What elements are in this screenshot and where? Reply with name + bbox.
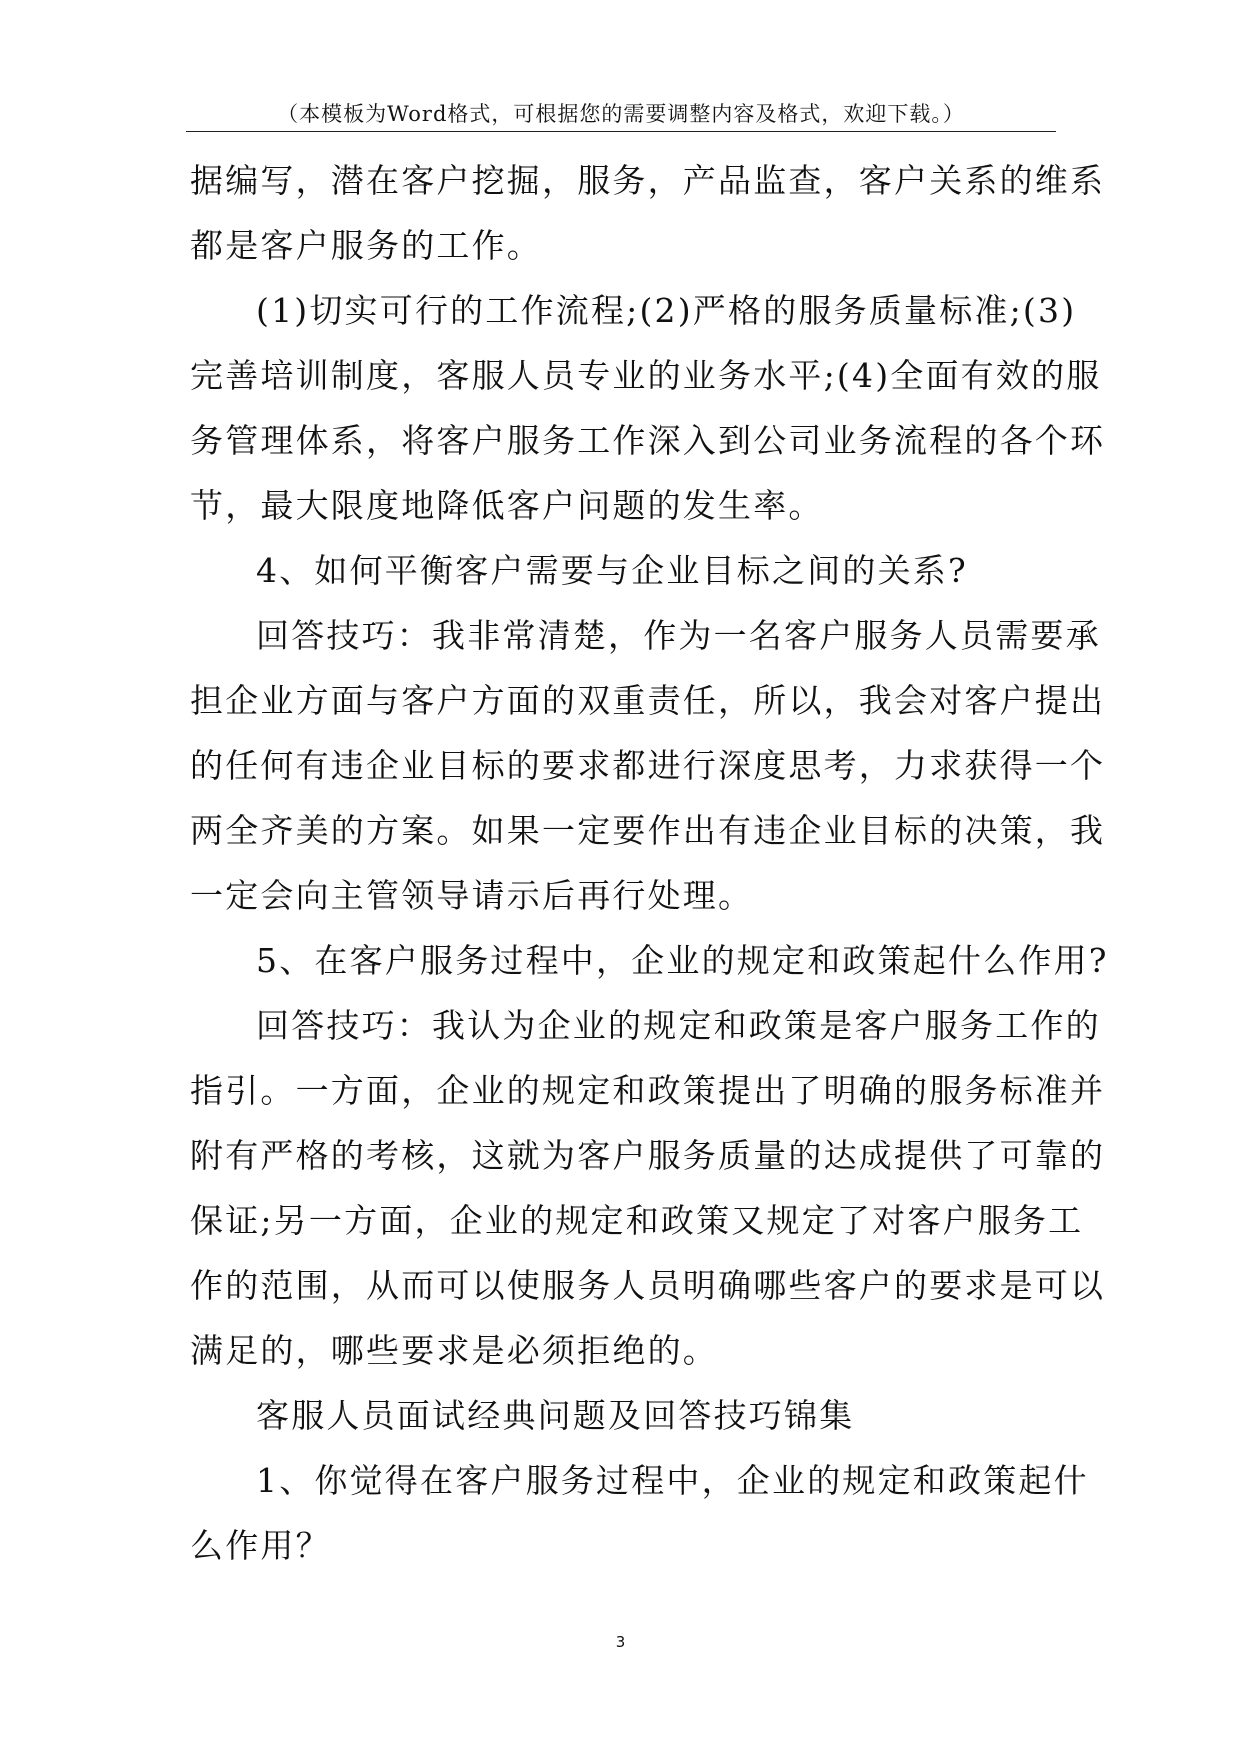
question-heading: 1、你觉得在客户服务过程中，企业的规定和政策起什 — [256, 1461, 1089, 1500]
body-line: 节，最大限度地降低客户问题的发生率。 — [190, 486, 824, 525]
body-line: 保证;另一方面，企业的规定和政策又规定了对客户服务工 — [190, 1201, 1084, 1240]
question-heading: 5、在客户服务过程中，企业的规定和政策起什么作用? — [256, 941, 1109, 980]
template-header-note: （本模板为Word格式，可根据您的需要调整内容及格式，欢迎下载。） — [277, 102, 965, 126]
body-line: 务管理体系，将客户服务工作深入到公司业务流程的各个环 — [190, 421, 1106, 460]
body-line: 满足的，哪些要求是必须拒绝的。 — [190, 1331, 718, 1370]
body-line: 据编写，潜在客户挖掘，服务，产品监查，客户关系的维系 — [190, 161, 1106, 200]
body-line: 担企业方面与客户方面的双重责任，所以，我会对客户提出 — [190, 681, 1106, 720]
page-number: 3 — [615, 1633, 626, 1651]
body-line: 附有严格的考核，这就为客户服务质量的达成提供了可靠的 — [190, 1136, 1106, 1175]
body-line: 回答技巧：我非常清楚，作为一名客户服务人员需要承 — [256, 616, 1101, 655]
body-line: 完善培训制度，客服人员专业的业务水平;(4)全面有效的服 — [190, 356, 1102, 395]
body-line: 回答技巧：我认为企业的规定和政策是客户服务工作的 — [256, 1006, 1101, 1045]
body-line: 一定会向主管领导请示后再行处理。 — [190, 876, 754, 915]
body-line: 么作用？ — [190, 1526, 331, 1565]
body-line: 作的范围，从而可以使服务人员明确哪些客户的要求是可以 — [190, 1266, 1106, 1305]
body-line: (1)切实可行的工作流程;(2)严格的服务质量标准;(3) — [256, 291, 1077, 330]
question-heading: 4、如何平衡客户需要与企业目标之间的关系? — [256, 551, 968, 590]
header-divider — [186, 131, 1056, 132]
body-line: 都是客户服务的工作。 — [190, 226, 542, 265]
document-body — [190, 148, 1109, 1578]
body-line: 的任何有违企业目标的要求都进行深度思考，力求获得一个 — [190, 746, 1106, 785]
section-title: 客服人员面试经典问题及回答技巧锦集 — [256, 1396, 855, 1435]
body-line: 指引。一方面，企业的规定和政策提出了明确的服务标准并 — [190, 1071, 1106, 1110]
body-line: 两全齐美的方案。如果一定要作出有违企业目标的决策，我 — [190, 811, 1106, 850]
